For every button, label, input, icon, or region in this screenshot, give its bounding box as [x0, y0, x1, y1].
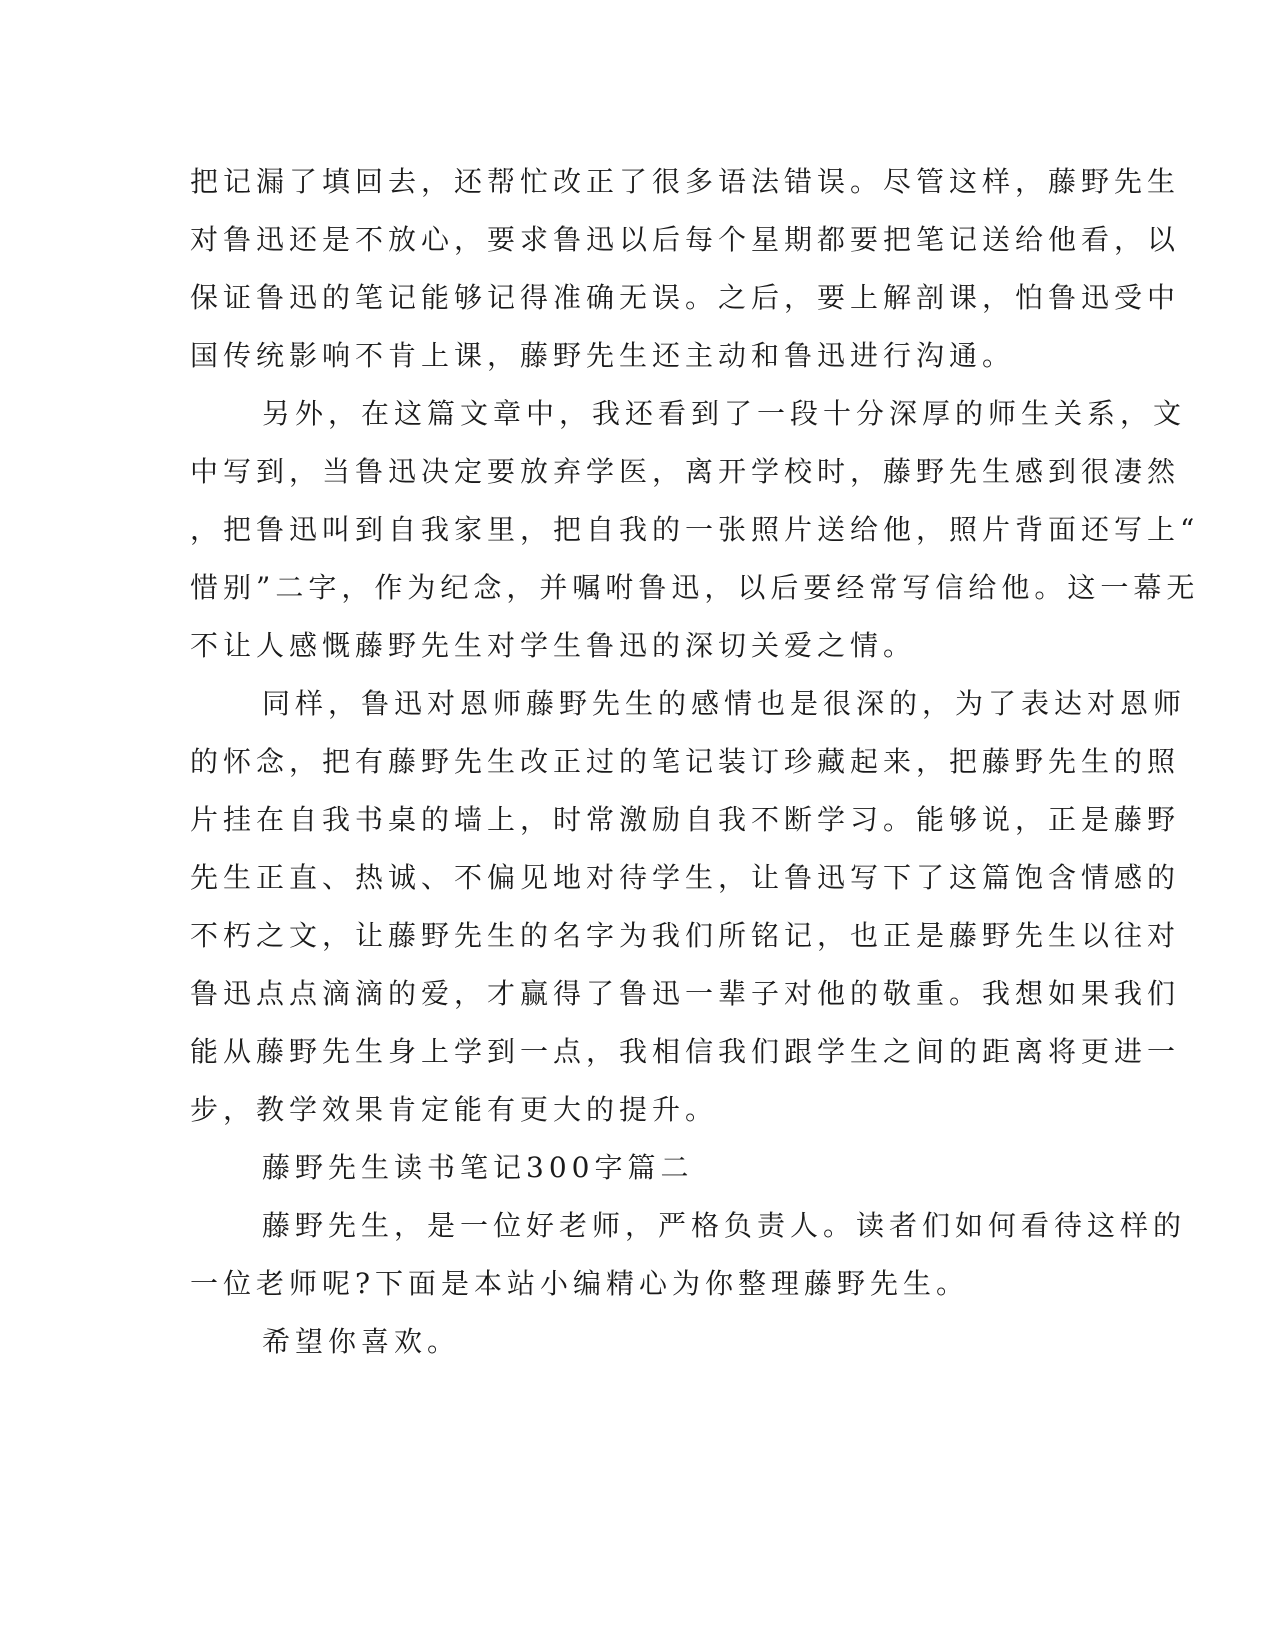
text-line: 另外，在这篇文章中，我还看到了一段十分深厚的师生关系，文 — [262, 397, 1187, 430]
text-line: 鲁迅点点滴滴的爱，才赢得了鲁迅一辈子对他的敬重。我想如果我们 — [190, 977, 1181, 1010]
text-line: 不朽之文，让藤野先生的名字为我们所铭记，也正是藤野先生以往对 — [190, 919, 1181, 952]
text-line: 片挂在自我书桌的墙上，时常激励自我不断学习。能够说，正是藤野 — [190, 803, 1181, 836]
text-line: 先生正直、热诚、不偏见地对待学生，让鲁迅写下了这篇饱含情感的 — [190, 861, 1181, 894]
text-line: 的怀念，把有藤野先生改正过的笔记装订珍藏起来，把藤野先生的照 — [190, 745, 1181, 778]
text-line: 把记漏了填回去，还帮忙改正了很多语法错误。尽管这样，藤野先生 — [190, 165, 1181, 198]
text-line: 步，教学效果肯定能有更大的提升。 — [190, 1093, 719, 1126]
text-line: 能从藤野先生身上学到一点，我相信我们跟学生之间的距离将更进一 — [190, 1035, 1181, 1068]
text-line: 同样，鲁迅对恩师藤野先生的感情也是很深的，为了表达对恩师 — [262, 687, 1187, 720]
text-line: 中写到，当鲁迅决定要放弃学医，离开学校时，藤野先生感到很凄然 — [190, 455, 1181, 488]
text-line: 惜别”二字，作为纪念，并嘱咐鲁迅，以后要经常写信给他。这一幕无 — [190, 571, 1200, 604]
text-line: 保证鲁迅的笔记能够记得准确无误。之后，要上解剖课，怕鲁迅受中 — [190, 281, 1181, 314]
text-line: 希望你喜欢。 — [262, 1325, 461, 1358]
text-line: 一位老师呢?下面是本站小编精心为你整理藤野先生。 — [190, 1267, 970, 1300]
section-heading: 藤野先生读书笔记300字篇二 — [262, 1151, 694, 1184]
text-line: ，把鲁迅叫到自我家里，把自我的一张照片送给他，照片背面还写上“ — [190, 513, 1200, 546]
text-line: 藤野先生，是一位好老师，严格负责人。读者们如何看待这样的 — [262, 1209, 1187, 1242]
text-line: 国传统影响不肯上课，藤野先生还主动和鲁迅进行沟通。 — [190, 339, 1016, 372]
text-line: 对鲁迅还是不放心，要求鲁迅以后每个星期都要把笔记送给他看，以 — [190, 223, 1181, 256]
text-line: 不让人感慨藤野先生对学生鲁迅的深切关爱之情。 — [190, 629, 917, 662]
